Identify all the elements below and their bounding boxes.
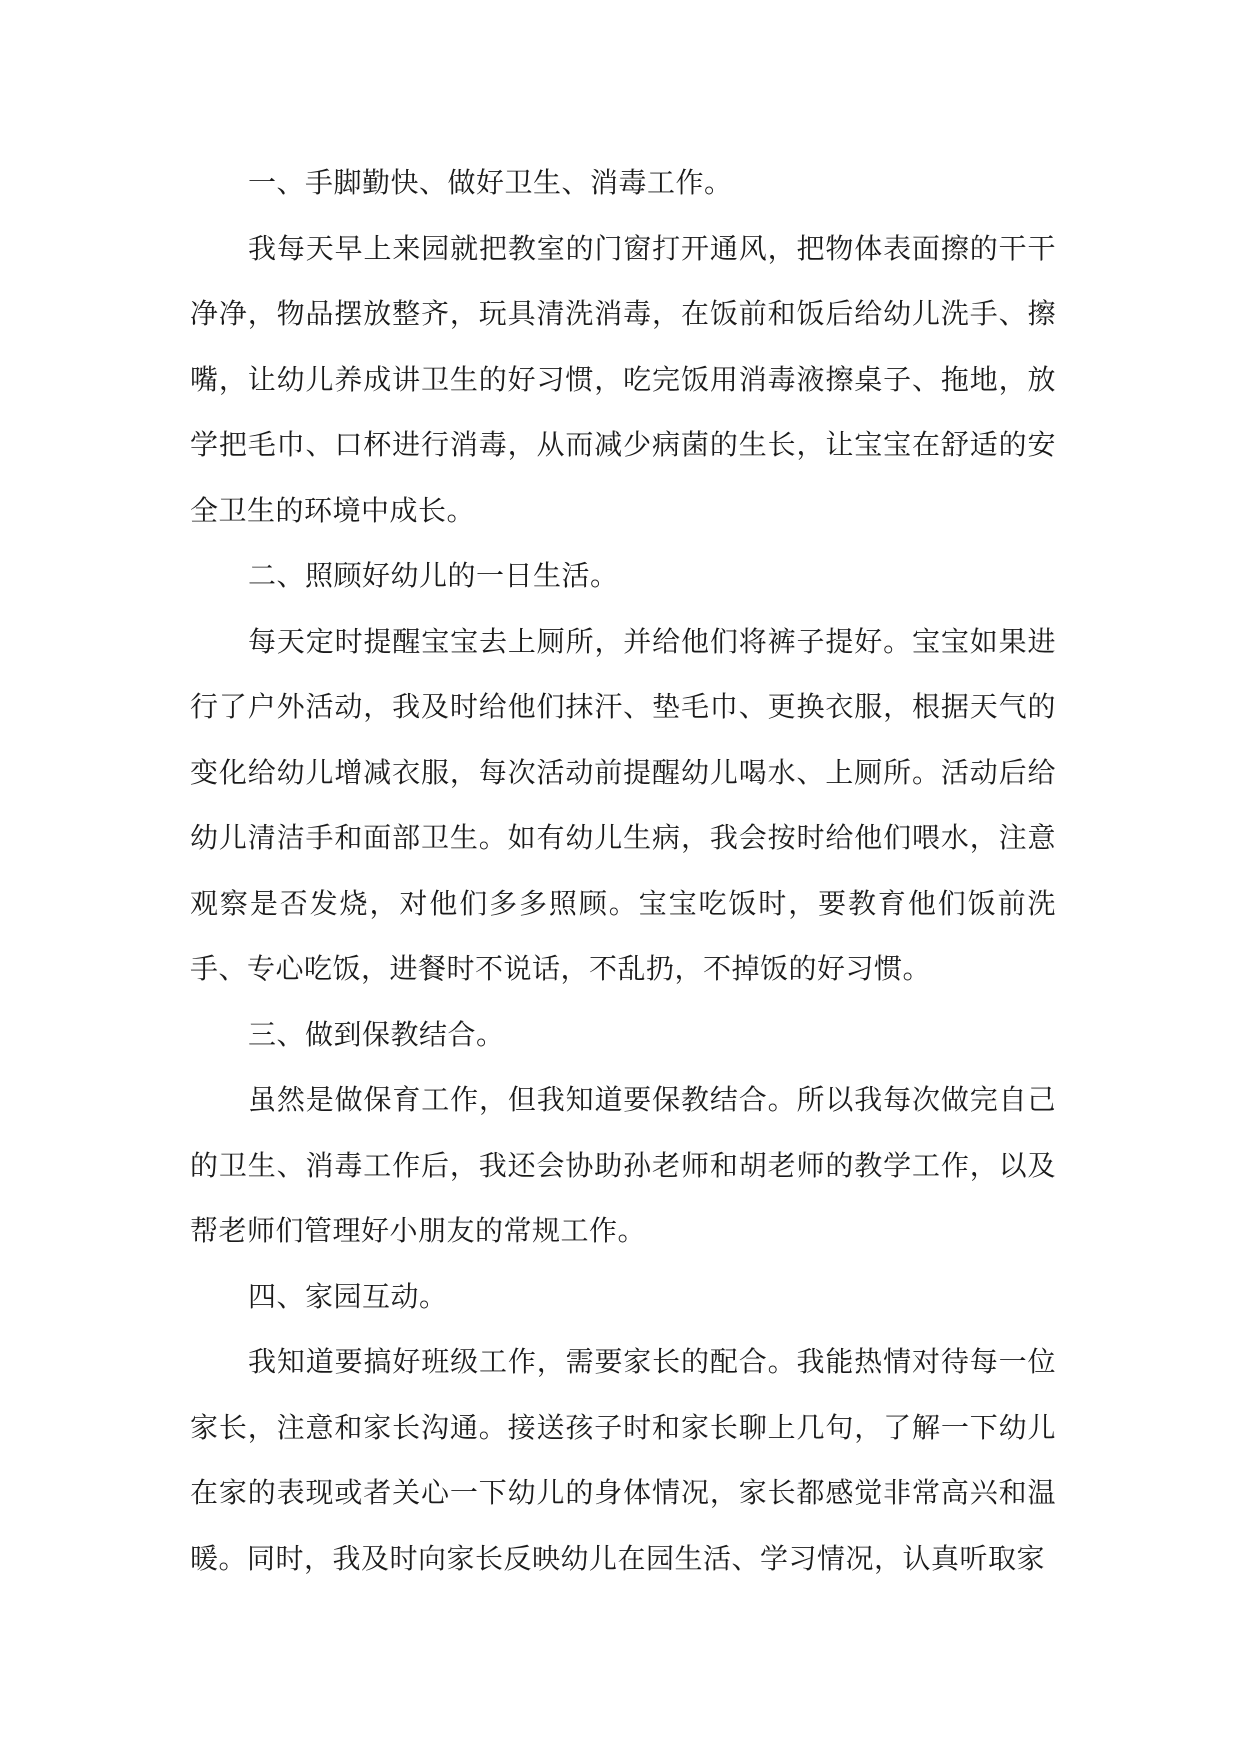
section-heading-3: 三、做到保教结合。 (248, 1017, 505, 1051)
section-heading-1: 一、手脚勤快、做好卫生、消毒工作。 (248, 166, 733, 199)
section-heading-4: 四、家园互动。 (248, 1279, 448, 1313)
section-heading-2: 二、照顾好幼儿的一日生活。 (248, 559, 619, 592)
paragraph-care-education: 虽然是做保育工作，但我知道要保教结合。所以我每次做完自己的卫生、消毒工作后，我还会协助孙老师和胡老师的教学工作，以及帮老师们管理好小朋友的常规工作。 (190, 1083, 1056, 1247)
paragraph-hygiene: 我每天早上来园就把教室的门窗打开通风，把物体表面擦的干干净净，物品摆放整齐，玩具清洗消毒，在饭前和饭后给幼儿洗手、擦嘴，让幼儿养成讲卫生的好习惯，吃完饭用消毒液擦桌子、拖地，放学把毛巾、口杯进行消毒，从而减少病菌的生长，让宝宝在舒适的安全卫生的环境中成长。 (190, 231, 1056, 527)
paragraph-home-school: 我知道要搞好班级工作，需要家长的配合。我能热情对待每一位家长，注意和家长沟通。接送孩子时和家长聊上几句，了解一下幼儿在家的表现或者关心一下幼儿的身体情况，家长都感觉非常高兴和温暖。同时，我及时向家长反映幼儿在园生活、学习情况，认真听取家 (190, 1345, 1056, 1575)
paragraph-daily-care: 每天定时提醒宝宝去上厕所，并给他们将裤子提好。宝宝如果进行了户外活动，我及时给他们抹汗、垫毛巾、更换衣服，根据天气的变化给幼儿增减衣服，每次活动前提醒幼儿喝水、上厕所。活动后给幼儿清洁手和面部卫生。如有幼儿生病，我会按时给他们喂水，注意观察是否发烧，对他们多多照顾。宝宝吃饭时，要教育他们饭前洗手、专心吃饭，进餐时不说话，不乱扔，不掉饭的好习惯。 (190, 624, 1056, 985)
document-body (190, 150, 1056, 1591)
